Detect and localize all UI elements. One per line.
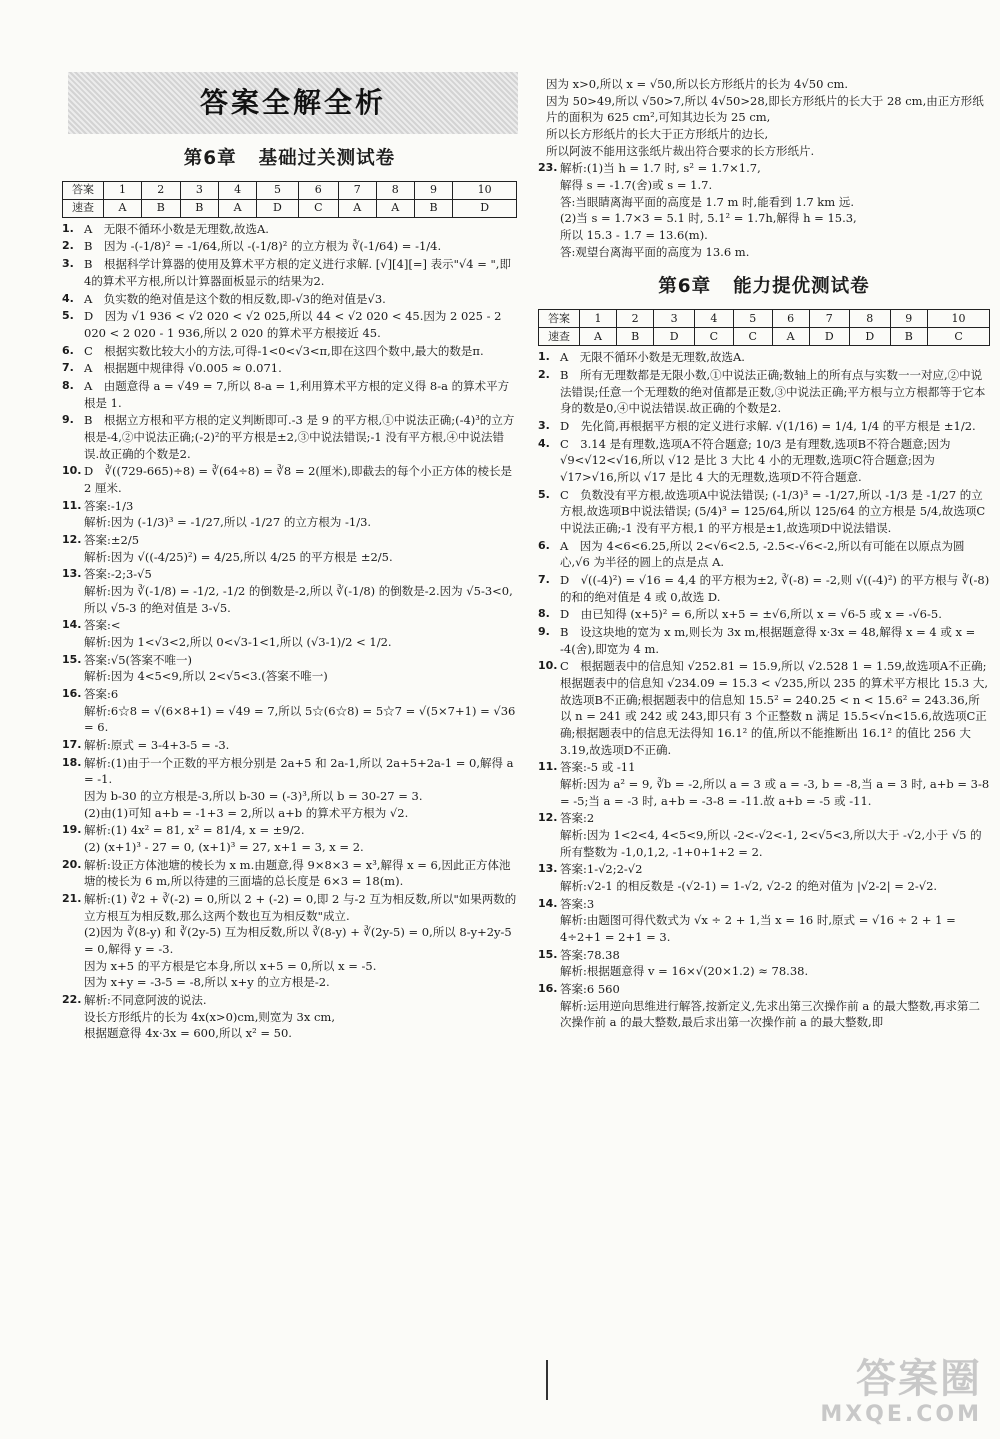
- solution-item: [538, 572, 990, 605]
- table-cell: 7: [338, 181, 376, 199]
- item-body: [84, 617, 517, 650]
- solution-item: [538, 658, 990, 758]
- solution-item: [62, 343, 517, 360]
- item-number: 9.: [62, 413, 74, 427]
- solution-line: 答案:√5(答案不唯一): [84, 652, 192, 667]
- solution-line: 解析:6☆8 = √(6×8+1) = √49 = 7,所以 5☆(6☆8) = 5☆7 = √(5×7+1) = √36 = 6.: [84, 703, 516, 735]
- section2-answer-table: [538, 309, 990, 346]
- item-body: [560, 624, 990, 657]
- item-body: [84, 891, 517, 991]
- table-cell: D: [453, 199, 517, 217]
- answers-banner: [68, 72, 518, 134]
- item-number: 16.: [62, 686, 82, 700]
- item-body: [84, 221, 517, 238]
- solution-line: 因为 50>49,所以 √50>7,所以 4√50>28,即长方形纸片的长大于 28 cm,由正方形纸片的面积为 625 cm²,可知其边长为 25 cm,: [546, 93, 984, 125]
- item-number: 9.: [538, 624, 550, 638]
- solution-line: 解得 s = -1.7(舍)或 s = 1.7.: [560, 178, 713, 193]
- solution-line: 答案:-1/3: [84, 498, 134, 513]
- solution-line: (2)当 s = 1.7×3 = 5.1 时, 5.1² = 1.7h,解得 h = 15.3,: [560, 211, 857, 226]
- table-header-label: 答案: [539, 310, 580, 328]
- solution-line: B 根据科学计算器的使用及算术平方根的定义进行求解. [√][4][=] 表示"√4 = ",即4的算术平方根,所以计算器面板显示的结果为2.: [84, 257, 511, 288]
- section2-solutions: [538, 349, 990, 1031]
- solution-item: [62, 221, 517, 238]
- item-number: 10.: [62, 464, 82, 478]
- solution-line: 所以阿波不能用这张纸片裁出符合要求的长方形纸片.: [546, 143, 815, 158]
- solution-item: [538, 436, 990, 486]
- solution-item: [62, 256, 517, 289]
- solution-line: C 根据实数比较大小的方法,可得-1<0<√3<π,即在这四个数中,最大的数是π.: [84, 343, 484, 358]
- item-body: [560, 572, 990, 605]
- item-body: [84, 737, 517, 754]
- solution-line: C 3.14 是有理数,选项A不符合题意; 10/3 是有理数,选项B不符合题意;因为 √9<√12<√16,所以 √12 是比 3 大比 4 小的无理数,选项C符合题意;因为 √17>√16,所以 √17 是比 4 大的无理数,选项D不符合题意.: [560, 436, 951, 484]
- table-cell: B: [890, 328, 928, 346]
- solution-line: D 因为 √1 936 < √2 020 < √2 025,所以 44 < √2 020 < 45.因为 2 025 - 2 020 < 2 020 - 1 936,所以 2 020 的算术平方根接近 45.: [84, 309, 502, 340]
- solution-line: 解析:不同意阿波的说法.: [84, 993, 207, 1008]
- solution-line: C 负数没有平方根,故选项A中说法错误; (-1/3)³ = -1/27,所以 -1/3 是 -1/27 的立方根,故选项B中说法错误; (5/4)³ = 125/64,所以 125/64 的立方根是 5/4,故选项C中说法正确;-1 没有平方根,1 的平方根是±1,故选项D中说法错误.: [560, 487, 986, 535]
- section2-subtitle: 能力提优测试卷: [733, 276, 870, 298]
- item-body: [560, 759, 990, 809]
- solution-line: 答:观望台离海平面的高度为 13.6 m.: [560, 244, 750, 259]
- solution-item: [62, 857, 517, 890]
- item-number: 3.: [538, 418, 550, 432]
- item-number: 17.: [62, 737, 82, 751]
- item-number: 2.: [538, 367, 550, 381]
- solution-line: 答案:-5 或 -11: [560, 760, 636, 775]
- table-cell: 1: [104, 181, 142, 199]
- solution-item: [538, 367, 990, 417]
- watermark-logo-text: 答案圈: [856, 1356, 982, 1403]
- table-cell: 4: [219, 181, 257, 199]
- item-body: [84, 498, 517, 531]
- item-number: 6.: [62, 343, 74, 357]
- item-body: [84, 652, 517, 685]
- item-body: [560, 810, 990, 860]
- table-cell: C: [733, 328, 772, 346]
- item-body: [560, 367, 990, 417]
- solution-line: 答案:3: [560, 896, 595, 911]
- solution-line: 解析:(1) ∛2 + ∛(-2) = 0,所以 2 + (-2) = 0,即 2 与-2 互为相反数,所以"如果两数的立方根互为相反数,那么这两个数也互为相反数"成立.: [84, 892, 517, 923]
- item-number: 21.: [62, 892, 82, 906]
- table-cell: B: [141, 199, 180, 217]
- section1-answer-row: [63, 199, 517, 217]
- solution-line: 所以 15.3 - 1.7 = 13.6(m).: [560, 228, 708, 243]
- section1-chapter: 第6章: [183, 148, 237, 169]
- table-cell: 2: [141, 181, 180, 199]
- item-body: [560, 947, 990, 980]
- solution-line: 设长方形纸片的长为 4x(x>0)cm,则宽为 3x cm,: [84, 1009, 335, 1024]
- solution-item: [62, 308, 517, 341]
- table-cell: A: [219, 199, 257, 217]
- item-number: 19.: [62, 823, 82, 837]
- item-body: [84, 822, 517, 855]
- solution-line: 答案:1-√2;2-√2: [560, 862, 643, 877]
- solution-item: [62, 652, 517, 685]
- item-number: 13.: [538, 862, 558, 876]
- solution-line: B 因为 -(-1/8)² = -1/64,所以 -(-1/8)² 的立方根为 ∛(-1/64) = -1/4.: [84, 239, 442, 254]
- item-number: 15.: [538, 947, 558, 961]
- solution-line: A 负实数的绝对值是这个数的相反数,即-√3的绝对值是√3.: [84, 291, 386, 306]
- solution-line: 答案:<: [84, 618, 121, 633]
- item-number: 6.: [538, 538, 550, 552]
- solution-line: 解析:因为 4<5<9,所以 2<√5<3.(答案不唯一): [84, 669, 328, 684]
- solution-line: D ∛((729-665)÷8) = ∛(64÷8) = ∛8 = 2(厘米),即截去的每个小正方体的棱长是 2 厘米.: [84, 464, 513, 495]
- solution-item: [538, 861, 990, 894]
- item-number: 4.: [62, 291, 74, 305]
- solution-item: [538, 896, 990, 946]
- item-body: [560, 538, 990, 571]
- solution-item: [538, 487, 990, 537]
- item-body: [560, 418, 990, 435]
- table-cell: 5: [733, 310, 772, 328]
- table-cell: 8: [850, 310, 891, 328]
- solution-line: 解析:因为 a² = 9, ∛b = -2,所以 a = 3 或 a = -3, b = -8,当 a = 3 时, a+b = 3-8 = -5;当 a = -3 时, a+b = -3-8 = -11.故 a+b = -5 或 -11.: [560, 777, 990, 808]
- item-body: [84, 992, 517, 1042]
- section1-subtitle: 基础过关测试卷: [258, 148, 396, 169]
- solution-line: D 由已知得 (x+5)² = 6,所以 x+5 = ±√6,所以 x = √6-5 或 x = -√6-5.: [560, 607, 942, 622]
- solution-line: 答案:-2;3-√5: [84, 567, 152, 582]
- solution-line: (2)因为 ∛(8-y) 和 ∛(2y-5) 互为相反数,所以 ∛(8-y) + ∛(2y-5) = 0,所以 8-y+2y-5 = 0,解得 y = -3.: [84, 925, 512, 957]
- item-body: [560, 861, 990, 894]
- solution-item: [62, 532, 517, 565]
- solution-line: (2)由(1)可知 a+b = -1+3 = 2,所以 a+b 的算术平方根为 √2.: [84, 805, 409, 820]
- item-number: 7.: [538, 572, 550, 586]
- solution-line: 根据题意得 4x·3x = 600,所以 x² = 50.: [84, 1026, 292, 1041]
- table-cell: 6: [298, 181, 338, 199]
- table-cell: D: [257, 199, 299, 217]
- item-body: [560, 658, 990, 758]
- item-number: 1.: [538, 350, 550, 364]
- solution-line: 解析:原式 = 3-4+3-5 = -3.: [84, 737, 230, 752]
- item-number: 18.: [62, 755, 82, 769]
- solution-item: [62, 291, 517, 308]
- right-column: [538, 76, 990, 1032]
- solution-item: [62, 360, 517, 377]
- solution-line: A 根据题中规律得 √0.005 ≈ 0.071.: [84, 361, 282, 376]
- item-body: [84, 686, 517, 736]
- solution-item: [62, 755, 517, 822]
- solution-item: [62, 463, 517, 496]
- solution-item: [62, 992, 517, 1042]
- table-row-label: 速查: [63, 199, 104, 217]
- table-cell: D: [850, 328, 891, 346]
- solution-item: [62, 412, 517, 462]
- item-number: 12.: [538, 811, 558, 825]
- item-number: 14.: [62, 618, 82, 632]
- solution-item: [538, 947, 990, 980]
- section1-title: [62, 146, 517, 173]
- solution-line: B 所有无理数都是无限小数,①中说法正确;数轴上的所有点与实数一一对应,②中说法错误;任意一个无理数的绝对值都是正数,③中说法正确;平方根与立方根都等于它本身的数是0,④中说法错误.故正确的个数是2.: [560, 367, 986, 416]
- table-cell: 9: [890, 310, 928, 328]
- item-body: [84, 857, 517, 890]
- item-number: 11.: [538, 760, 558, 774]
- solution-item: [538, 418, 990, 435]
- table-cell: B: [180, 199, 219, 217]
- table-cell: D: [654, 328, 695, 346]
- solution-line: 因为 x>0,所以 x = √50,所以长方形纸片的长为 4√50 cm.: [546, 77, 849, 91]
- table-cell: A: [580, 328, 617, 346]
- section2-chapter: 第6章: [658, 276, 712, 298]
- watermark-url: MXQE.COM: [820, 1402, 982, 1428]
- solution-item: [538, 538, 990, 571]
- solution-item: [538, 349, 990, 366]
- solution-item: [62, 686, 517, 736]
- solution-line: 因为 x+5 的平方根是它本身,所以 x+5 = 0,所以 x = -5.: [84, 958, 377, 973]
- table-cell: 5: [257, 181, 299, 199]
- solution-line: 答案:2: [560, 811, 595, 826]
- solution-line: D 先化简,再根据平方根的定义进行求解. √(1/16) = 1/4, 1/4 的平方根是 ±1/2.: [560, 418, 976, 433]
- table-cell: A: [376, 199, 414, 217]
- table-cell: 4: [694, 310, 733, 328]
- solution-line: 答案:78.38: [560, 947, 620, 962]
- solution-item: [538, 981, 990, 1031]
- solution-line: 答案:±2/5: [84, 532, 140, 547]
- item-body: [560, 981, 990, 1031]
- solution-line: 解析:因为 1<2<4, 4<5<9,所以 -2<-√2<-1, 2<√5<3,所以大于 -√2,小于 √5 的所有整数为 -1,0,1,2, -1+0+1+2 = 2.: [560, 828, 982, 859]
- solution-line: 解析:由题图可得代数式为 √x ÷ 2 + 1,当 x = 16 时,原式 = √16 ÷ 2 + 1 = 4÷2+1 = 2+1 = 3.: [560, 913, 956, 945]
- item-body: [84, 532, 517, 565]
- left-column: [62, 72, 517, 1043]
- item-number: 15.: [62, 652, 82, 666]
- solution-line: 解析:(1) 4x² = 81, x² = 81/4, x = ±9/2.: [84, 823, 305, 838]
- item-body: [560, 896, 990, 946]
- solution-line: B 根据立方根和平方根的定义判断即可.-3 是 9 的平方根,①中说法正确;(-4)³的立方根是-4,②中说法正确;(-2)²的平方根是±2,③中说法错误;-1 没有平方根,④中说法错误.故正确的个数是2.: [84, 413, 515, 461]
- item-number: 10.: [538, 659, 558, 673]
- solution-item: [538, 160, 990, 260]
- table-cell: A: [772, 328, 809, 346]
- item-body: [84, 463, 517, 496]
- solution-line: (2) (x+1)³ - 27 = 0, (x+1)³ = 27, x+1 = 3, x = 2.: [84, 840, 364, 854]
- solution-line: A 由题意得 a = √49 = 7,所以 8-a = 1,利用算术平方根的定义得 8-a 的算术平方根是 1.: [84, 378, 510, 410]
- solution-item: [62, 498, 517, 531]
- item-body: [560, 436, 990, 486]
- item-number: 14.: [538, 896, 558, 910]
- item-number: 20.: [62, 857, 82, 871]
- solution-line: 解析:因为 √((-4/25)²) = 4/25,所以 4/25 的平方根是 ±2/5.: [84, 549, 393, 564]
- table-cell: C: [694, 328, 733, 346]
- table-cell: A: [338, 199, 376, 217]
- solution-line: 所以长方形纸片的长大于正方形纸片的边长,: [546, 127, 769, 142]
- item-body: [84, 755, 517, 822]
- solution-line: 解析:因为 (-1/3)³ = -1/27,所以 -1/27 的立方根为 -1/3.: [84, 515, 372, 530]
- solution-line: 答案:6: [84, 686, 119, 701]
- section1-number-row: [63, 181, 517, 199]
- solution-line: 解析:因为 1<√3<2,所以 0<√3-1<1,所以 (√3-1)/2 < 1/2.: [84, 634, 392, 649]
- item-number: 22.: [62, 993, 82, 1007]
- item-number: 4.: [538, 436, 550, 450]
- table-cell: 6: [772, 310, 809, 328]
- item-body: [560, 349, 990, 366]
- table-cell: 8: [376, 181, 414, 199]
- item-number: 8.: [538, 607, 550, 621]
- solution-line: 解析:(1)由于一个正数的平方根分别是 2a+5 和 2a-1,所以 2a+5+2a-1 = 0,解得 a = -1.: [84, 755, 514, 787]
- table-cell: D: [809, 328, 850, 346]
- solution-line: C 根据题表中的信息知 √252.81 = 15.9,所以 √2.528 1 = 1.59,故选项A不正确;根据题表中的信息知 √234.09 = 15.3 < √235,所以 235 的算术平方根比 15.3 大,故选项B不正确;根据题表中的信息知 15.5² = 240.25 < n < 15.6² = 243.36,所以 n = 241 或 242 或 243,即只有 3 个正整数 n 满足 15.5<√n<15.6,故选项C正确;根据题表中的信息无法得知 16.1² 的值,所以不能推断出 16.1² 的值比 256 大 3.19,故选项D不正确.: [560, 659, 988, 757]
- item-number: 1.: [62, 221, 74, 235]
- item-number: 2.: [62, 239, 74, 253]
- solution-23: [538, 160, 990, 260]
- section1-answer-table: [62, 181, 517, 218]
- item-body: [84, 256, 517, 289]
- table-header-label: 答案: [63, 181, 104, 199]
- table-row-label: 速查: [539, 328, 580, 346]
- solution-item: [538, 810, 990, 860]
- item-body: [84, 343, 517, 360]
- solution-line: 解析:设正方体池塘的棱长为 x m.由题意,得 9×8×3 = x³,解得 x = 6,因此正方体池塘的棱长为 6 m,所以待建的三面墙的总长度是 6×3 = 18(m).: [84, 857, 511, 889]
- banner-title: 答案全解全析: [199, 85, 386, 119]
- section2-title: [538, 274, 990, 301]
- item-body: [84, 291, 517, 308]
- continued-solution-22: [538, 76, 990, 159]
- item-body: [560, 606, 990, 623]
- margin-bar: [546, 1360, 548, 1400]
- item-number: 12.: [62, 532, 82, 546]
- table-cell: 9: [414, 181, 453, 199]
- watermark: [820, 1356, 982, 1431]
- solution-item: [538, 759, 990, 809]
- table-cell: C: [298, 199, 338, 217]
- item-number: 5.: [62, 309, 74, 323]
- item-number: 8.: [62, 378, 74, 392]
- item-body: [560, 160, 990, 260]
- solution-item: [62, 566, 517, 616]
- solution-item: [538, 606, 990, 623]
- section1-solutions: [62, 221, 517, 1042]
- table-cell: 10: [453, 181, 517, 199]
- solution-item: [62, 617, 517, 650]
- table-cell: 7: [809, 310, 850, 328]
- solution-line: 解析:因为 ∛(-1/8) = -1/2, -1/2 的倒数是-2,所以 ∛(-1/8) 的倒数是-2.因为 √5-3<0,所以 √5-3 的绝对值是 3-√5.: [84, 583, 513, 615]
- solution-line: A 无限不循环小数是无理数,故选A.: [560, 350, 745, 365]
- solution-line: 解析:运用逆向思维进行解答,按新定义,先求出第三次操作前 a 的最大整数,再求第二次操作前 a 的最大整数,最后求出第一次操作前 a 的最大整数,即: [560, 998, 981, 1030]
- item-number: 7.: [62, 361, 74, 375]
- table-cell: A: [104, 199, 142, 217]
- solution-item: [62, 378, 517, 411]
- item-number: 5.: [538, 487, 550, 501]
- solution-line: 因为 x+y = -3-5 = -8,所以 x+y 的立方根是-2.: [84, 975, 330, 990]
- solution-line: 答:当眼睛离海平面的高度是 1.7 m 时,能看到 1.7 km 远.: [560, 194, 854, 209]
- table-cell: 2: [616, 310, 654, 328]
- solution-line: B 设这块地的宽为 x m,则长为 3x m,根据题意得 x·3x = 48,解得 x = 4 或 x = -4(舍),即宽为 4 m.: [560, 624, 976, 656]
- table-cell: C: [928, 328, 990, 346]
- solution-line: A 无限不循环小数是无理数,故选A.: [84, 221, 269, 236]
- table-cell: B: [616, 328, 654, 346]
- item-body: [84, 360, 517, 377]
- section2-answer-row: [539, 328, 990, 346]
- solution-line: 解析:√2-1 的相反数是 -(√2-1) = 1-√2, √2-2 的绝对值为 |√2-2| = 2-√2.: [560, 879, 938, 894]
- solution-line: 解析:根据题意得 v = 16×√(20×1.2) ≈ 78.38.: [560, 964, 809, 979]
- solution-line: A 因为 4<6<6.25,所以 2<√6<2.5, -2.5<-√6<-2,所以有可能在以原点为圆心,√6 为半径的圆上的点是点 A.: [560, 538, 965, 570]
- solution-line: 解析:(1)当 h = 1.7 时, s² = 1.7×1.7,: [560, 161, 761, 176]
- item-body: [84, 238, 517, 255]
- solution-item: [538, 624, 990, 657]
- item-body: [560, 487, 990, 537]
- table-cell: 3: [180, 181, 219, 199]
- item-body: [84, 412, 517, 462]
- table-cell: B: [414, 199, 453, 217]
- item-body: [84, 308, 517, 341]
- item-body: [84, 378, 517, 411]
- item-number: 13.: [62, 567, 82, 581]
- solution-line: 因为 b-30 的立方根是-3,所以 b-30 = (-3)³,所以 b = 30-27 = 3.: [84, 788, 423, 803]
- solution-item: [62, 822, 517, 855]
- solution-item: [62, 737, 517, 754]
- table-cell: 1: [580, 310, 617, 328]
- table-cell: 3: [654, 310, 695, 328]
- item-number: 11.: [62, 498, 82, 512]
- item-number: 23.: [538, 161, 558, 175]
- table-cell: 10: [928, 310, 990, 328]
- item-number: 3.: [62, 257, 74, 271]
- section2-number-row: [539, 310, 990, 328]
- item-body: [84, 566, 517, 616]
- item-number: 16.: [538, 982, 558, 996]
- solution-line: D √((-4)²) = √16 = 4,4 的平方根为±2, ∛(-8) = -2,则 √((-4)²) 的平方根与 ∛(-8) 的和的绝对值是 4 或 0,故选 D.: [560, 572, 990, 604]
- solution-item: [62, 238, 517, 255]
- solution-item: [62, 891, 517, 991]
- solution-line: 答案:6 560: [560, 982, 620, 997]
